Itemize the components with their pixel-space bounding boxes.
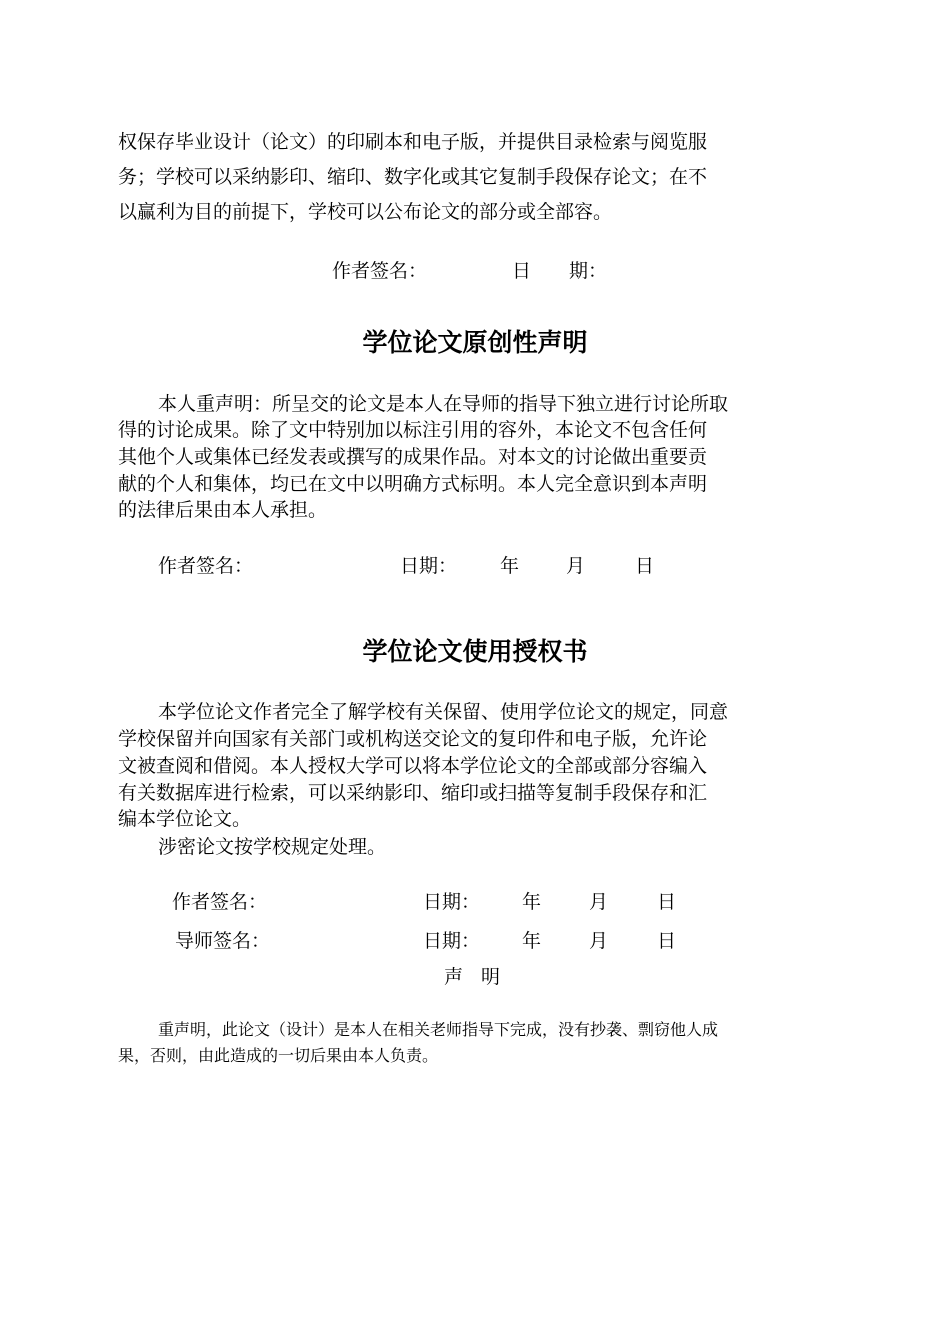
intro-line-2: 务；学校可以采纳影印、缩印、数字化或其它复制手段保存论文；在不 <box>118 166 708 188</box>
declaration-title: 声 明 <box>443 966 507 988</box>
declaration-line-2: 果，否则，由此造成的一切后果由本人负责。 <box>118 1046 439 1065</box>
authorization-author-month-label: 月 <box>589 891 609 913</box>
originality-line-3: 其他个人或集体已经发表或撰写的成果作品。对本文的讨论做出重要贡 <box>118 446 708 468</box>
originality-line-1: 本人重声明：所呈交的论文是本人在导师的指导下独立进行讨论所取 <box>158 393 729 415</box>
intro-author-signature-label: 作者签名： <box>332 260 428 282</box>
intro-date-label: 日 期： <box>512 260 608 282</box>
originality-year-label: 年 <box>500 555 520 577</box>
authorization-author-day-label: 日 <box>657 891 677 913</box>
originality-month-label: 月 <box>566 555 586 577</box>
authorization-line-3: 文被查阅和借阅。本人授权大学可以将本学位论文的全部或部分容编入 <box>118 755 708 777</box>
authorization-line-5: 编本学位论文。 <box>118 808 252 830</box>
authorization-supervisor-day-label: 日 <box>657 930 677 952</box>
originality-date-label: 日期： <box>400 555 458 577</box>
authorization-line-1: 本学位论文作者完全了解学校有关保留、使用学位论文的规定，同意 <box>158 701 729 723</box>
authorization-line-4: 有关数据库进行检索，可以采纳影印、缩印或扫描等复制手段保存和汇 <box>118 782 708 804</box>
authorization-supervisor-signature-label: 导师签名： <box>175 930 271 952</box>
authorization-supervisor-year-label: 年 <box>522 930 542 952</box>
originality-line-5: 的法律后果由本人承担。 <box>118 499 328 521</box>
originality-day-label: 日 <box>635 555 655 577</box>
authorization-title: 学位论文使用授权书 <box>362 637 588 666</box>
authorization-supervisor-month-label: 月 <box>589 930 609 952</box>
originality-line-4: 献的个人和集体，均已在文中以明确方式标明。本人完全意识到本声明 <box>118 473 708 495</box>
intro-line-1: 权保存毕业设计（论文）的印刷本和电子版，并提供目录检索与阅览服 <box>118 131 708 153</box>
originality-title: 学位论文原创性声明 <box>362 328 588 357</box>
authorization-line-2: 学校保留并向国家有关部门或机构送交论文的复印件和电子版，允许论 <box>118 728 708 750</box>
authorization-author-signature-label: 作者签名： <box>172 891 268 913</box>
authorization-supervisor-date-label: 日期： <box>423 930 481 952</box>
authorization-author-date-label: 日期： <box>423 891 481 913</box>
originality-line-2: 得的讨论成果。除了文中特别加以标注引用的容外，本论文不包含任何 <box>118 419 708 441</box>
authorization-author-year-label: 年 <box>522 891 542 913</box>
originality-author-signature-label: 作者签名： <box>158 555 254 577</box>
intro-line-3: 以赢利为目的前提下，学校可以公布论文的部分或全部容。 <box>118 201 613 223</box>
authorization-secret-line: 涉密论文按学校规定处理。 <box>158 836 387 858</box>
declaration-line-1: 重声明，此论文（设计）是本人在相关老师指导下完成，没有抄袭、剽窃他人成 <box>158 1020 719 1039</box>
